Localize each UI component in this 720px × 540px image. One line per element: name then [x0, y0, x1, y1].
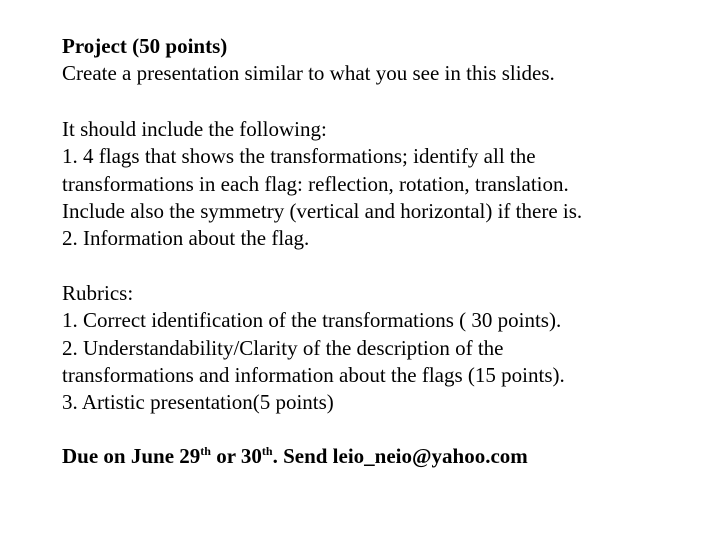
due-middle: or 30: [210, 443, 262, 468]
requirement-line: Include also the symmetry (vertical and horizontal) if there is.: [62, 199, 583, 224]
project-title: Project (50 points): [62, 34, 228, 58]
rubric-line: transformations and information about the flags (15 points).: [62, 363, 565, 388]
slide-content: [62, 33, 702, 470]
spacer: [62, 417, 702, 443]
due-suffix: . Send leio_neio@yahoo.com: [272, 443, 528, 468]
intro-text: Create a presentation similar to what you see in this slides.: [62, 61, 555, 86]
spacer: [62, 88, 702, 116]
rubrics-heading: Rubrics:: [62, 280, 134, 305]
due-superscript: th: [200, 443, 211, 458]
due-superscript: th: [261, 443, 273, 458]
requirement-line: 2. Information about the flag.: [62, 226, 310, 251]
due-line: [62, 443, 702, 470]
requirement-line: 1. 4 flags that shows the transformations; identify all the: [62, 144, 536, 169]
spacer: [62, 253, 702, 280]
requirements-heading: It should include the following:: [62, 116, 327, 141]
rubric-line: 3. Artistic presentation(5 points): [62, 390, 334, 415]
requirement-line: transformations in each flag: reflection, rotation, translation.: [62, 171, 569, 196]
rubric-line: 1. Correct identification of the transformations ( 30 points).: [62, 308, 562, 333]
due-prefix: Due on June 29: [62, 443, 201, 468]
rubric-line: 2. Understandability/Clarity of the description of the: [62, 335, 504, 360]
